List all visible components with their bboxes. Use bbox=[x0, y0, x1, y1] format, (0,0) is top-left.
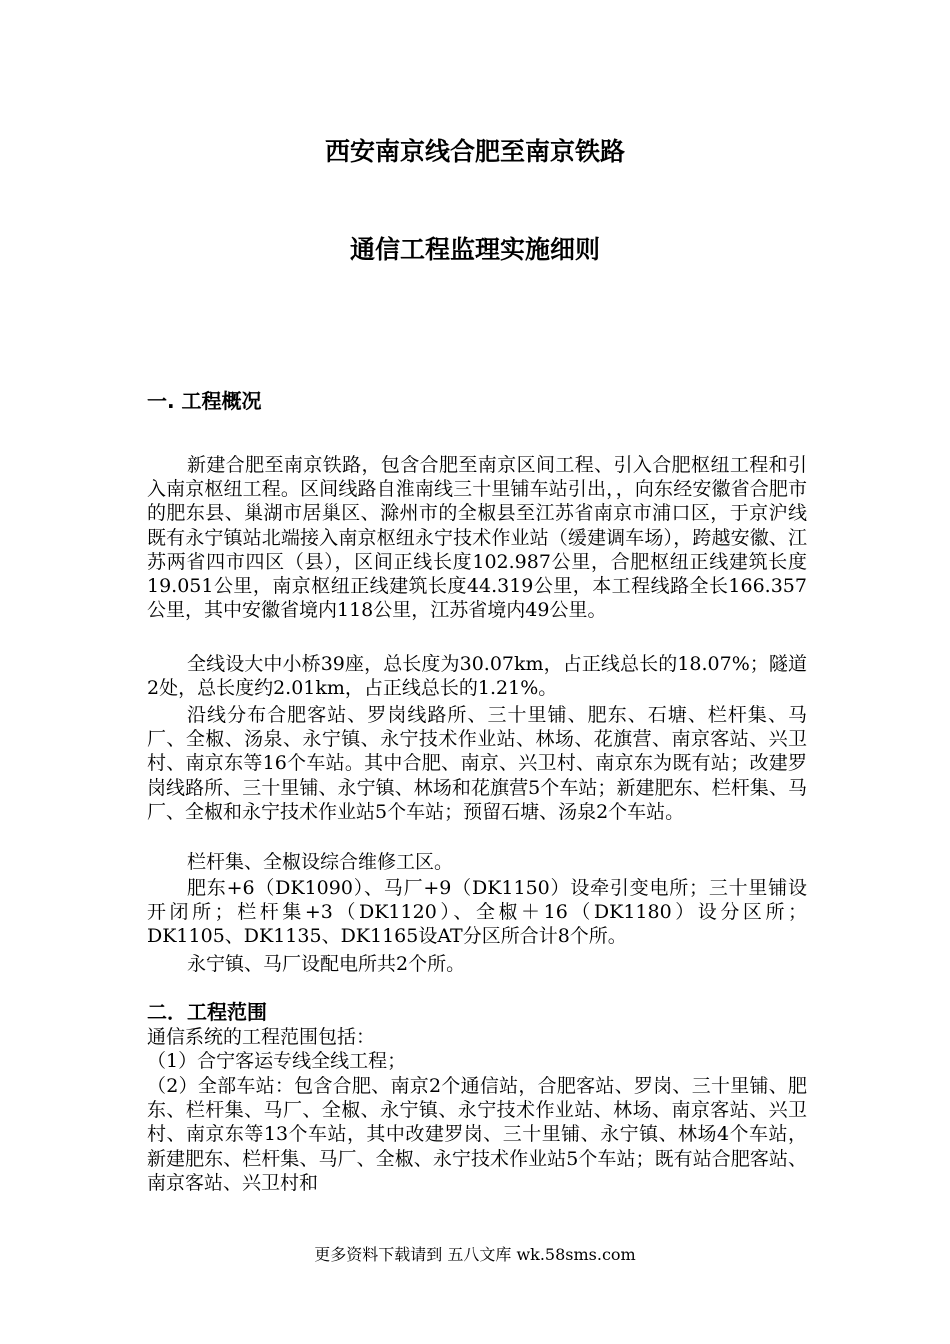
section1-paragraph-overview: 新建合肥至南京铁路，包含合肥至南京区间工程、引入合肥枢纽工程和引入南京枢纽工程。区间线路自淮南线三十里铺车站引出，，向东经安徽省合肥市的肥东县、巢湖市居巢区、滁州市的全椒县至江苏省南京市浦口区，于京沪线既有永宁镇站北端接入南京枢纽永宁技术作业站（缓建调车场），跨越安徽、江苏两省四市四区（县），区间正线长度102.987公里，合肥枢纽正线建筑长度19.051公里，南京枢纽正线建筑长度44.319公里，本工程线路全长166.357公里，其中安徽省境内118公里，江苏省境内49公里。 bbox=[147, 454, 807, 622]
section1-paragraph-substations: 肥东+6（DK1090）、马厂+9（DK1150）设牵引变电所；三十里铺设开闭所；栏杆集+3（DK1120）、全椒＋16（DK1180）设分区所；DK1105、DK1135、DK1165设AT分区所合计8个所。 bbox=[147, 877, 807, 948]
section2-intro: 通信系统的工程范围包括： bbox=[147, 1026, 376, 1048]
section1-paragraph-maintenance: 栏杆集、全椒设综合维修工区。 bbox=[187, 851, 454, 873]
section1-heading: 一. 工程概况 bbox=[147, 389, 262, 413]
section1-paragraph-distribution: 永宁镇、马厂设配电所共2个所。 bbox=[187, 953, 466, 975]
document-title-line1: 西安南京线合肥至南京铁路 bbox=[324, 137, 625, 166]
document-title-line2: 通信工程监理实施细则 bbox=[349, 235, 600, 264]
section2-item-2: （2）全部车站：包含合肥、南京2个通信站，合肥客站、罗岗、三十里铺、肥东、栏杆集、马厂、全椒、永宁镇、永宁技术作业站、林场、南京客站、兴卫村、南京东等13个车站，其中改建罗岗、三十里铺、永宁镇、林场4个车站，新建肥东、栏杆集、马厂、全椒、永宁技术作业站5个车站；既有站合肥客站、南京客站、兴卫村和 bbox=[147, 1075, 807, 1194]
section1-paragraph-bridges: 全线设大中小桥39座，总长度为30.07km，占正线总长的18.07%；隧道2处，总长度约2.01km，占正线总长的1.21%。 bbox=[147, 653, 807, 700]
page-footer: 更多资料下载请到 五八文库 wk.58sms.com bbox=[314, 1245, 636, 1264]
section1-paragraph-stations: 沿线分布合肥客站、罗岗线路所、三十里铺、肥东、石塘、栏杆集、马厂、全椒、汤泉、永宁镇、永宁技术作业站、林场、花旗营、南京客站、兴卫村、南京东等16个车站。其中合肥、南京、兴卫村、南京东为既有站；改建罗岗线路所、三十里铺、永宁镇、林场和花旗营5个车站；新建肥东、栏杆集、马厂、全椒和永宁技术作业站5个车站；预留石塘、汤泉2个车站。 bbox=[147, 704, 807, 823]
section2-item-1: （1）合宁客运专线全线工程； bbox=[147, 1050, 407, 1072]
section2-heading: 二．工程范围 bbox=[147, 1000, 267, 1024]
